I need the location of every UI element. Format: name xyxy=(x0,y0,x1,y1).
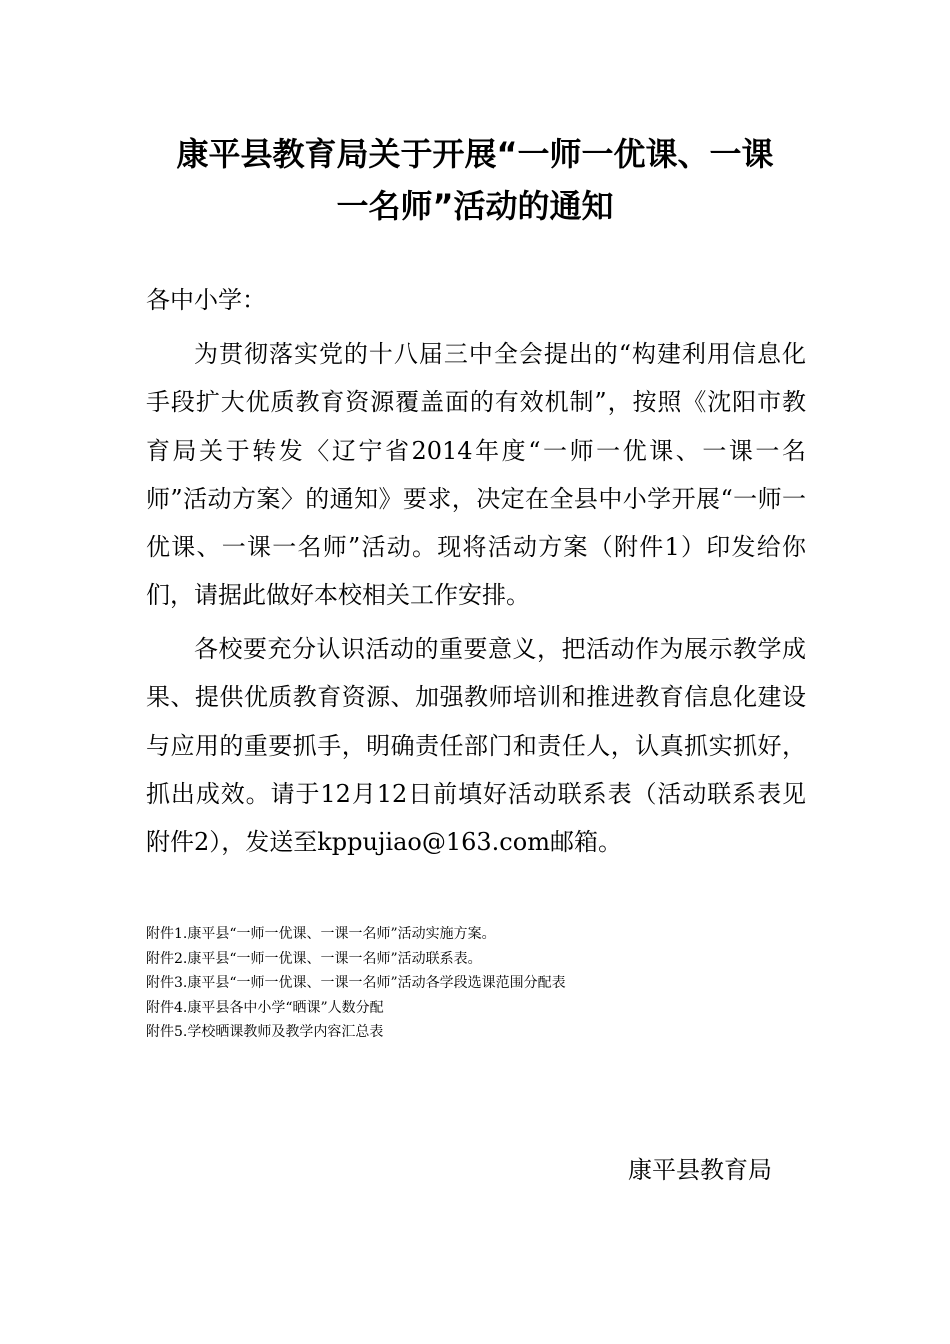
salutation: 各中小学： xyxy=(146,286,266,314)
attachment-item-3: 附件3.康平县“一师一优课、一课一名师”活动各学段选课范围分配表 xyxy=(146,975,566,991)
attachment-item-1: 附件1.康平县“一师一优课、一课一名师”活动实施方案。 xyxy=(146,926,496,942)
document-title-line-1: 康平县教育局关于开展“一师一优课、一课 xyxy=(176,135,774,173)
attachment-item-5: 附件5.学校晒课教师及教学内容汇总表 xyxy=(146,1024,384,1040)
body-paragraph-2: 各校要充分认识活动的重要意义，把活动作为展示教学成果、提供优质教育资源、加强教师培训和推进教育信息化建设与应用的重要抓手，明确责任部门和责任人，认真抓实抓好，抓出成效。请于12月12日前填好活动联系表（活动联系表见附件2），发送至kppujiao@163.com邮箱。 xyxy=(146,635,806,857)
attachment-item-2: 附件2.康平县“一师一优课、一课一名师”活动联系表。 xyxy=(146,950,482,967)
document-title-line-2: 一名师”活动的通知 xyxy=(336,187,614,225)
document-title xyxy=(140,128,810,232)
attachment-list xyxy=(146,922,806,1045)
attachment-item-4: 附件4.康平县各中小学“晒课”人数分配 xyxy=(146,999,384,1016)
body-paragraph-1: 为贯彻落实党的十八届三中全会提出的“构建利用信息化手段扩大优质教育资源覆盖面的有效机制”，按照《沈阳市教育局关于转发〈辽宁省2014年度“一师一优课、一课一名师”活动方案〉的通知》要求，决定在全县中小学开展“一师一优课、一课一名师”活动。现将活动方案（附件1）印发给你们，请据此做好本校相关工作安排。 xyxy=(146,340,806,610)
issuer-signature: 康平县教育局 xyxy=(628,1156,772,1184)
